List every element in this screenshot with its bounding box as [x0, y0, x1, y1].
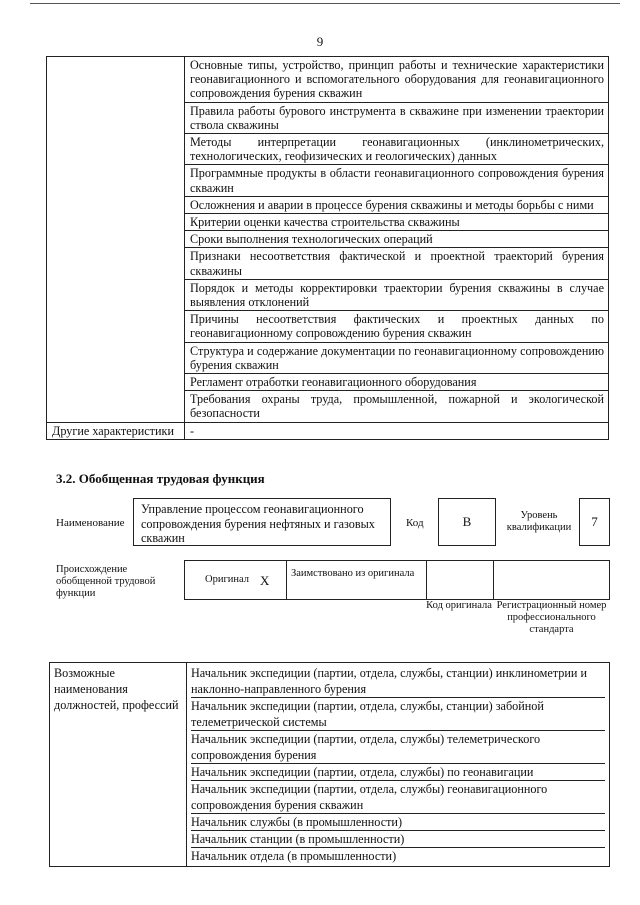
- knowledge-item: Причины несоответствия фактических и проектных данных по геонавигационному сопровождению бурения скважин: [185, 311, 609, 342]
- position-item: Начальник экспедиции (партии, отдела, службы) геонавигационного сопровождения бурения скважин: [191, 781, 605, 814]
- knowledge-item: Сроки выполнения технологических операций: [185, 231, 609, 248]
- top-rule: [30, 3, 620, 4]
- knowledge-item: Порядок и методы корректировки траектории бурения скважины в случае выявления отклонений: [185, 279, 609, 310]
- function-name-box: Управление процессом геонавигационного сопровождения бурения нефтяных и газовых скважин: [133, 498, 391, 546]
- section-title: 3.2. Обобщенная трудовая функция: [56, 471, 265, 486]
- knowledge-table: [46, 56, 609, 440]
- table-row: [47, 422, 609, 439]
- position-item: Начальник экспедиции (партии, отдела, службы, станции) инклинометрии и наклонно-направленного бурения: [191, 665, 605, 698]
- code-value-box: B: [438, 498, 496, 546]
- position-item: Начальник экспедиции (партии, отдела, службы) по геонавигации: [191, 764, 605, 781]
- page-number: 9: [316, 34, 324, 49]
- code-original-caption: Код оригинала: [426, 600, 492, 611]
- knowledge-item: Регламент отработки геонавигационного оборудования: [185, 374, 609, 391]
- empty-label-cell: [47, 57, 185, 423]
- position-item: Начальник экспедиции (партии, отдела, службы) телеметрического сопровождения бурения: [191, 731, 605, 764]
- knowledge-item: Программные продукты в области геонавигационного сопровождения бурения скважин: [185, 165, 609, 196]
- divider: [426, 561, 427, 599]
- position-item: Начальник отдела (в промышленности): [191, 849, 397, 863]
- knowledge-item: Требования охраны труда, промышленной, пожарной и экологической безопасности: [185, 391, 609, 422]
- other-characteristics-label: Другие характеристики: [47, 422, 185, 439]
- knowledge-item: Структура и содержание документации по геонавигационному сопровождению бурения скважин: [185, 342, 609, 373]
- divider: [493, 561, 494, 599]
- knowledge-item: Методы интерпретации геонавигационных (инклинометрических, технологических, геофизических и геологических) данных: [185, 134, 609, 165]
- knowledge-item: Правила работы бурового инструмента в скважине при изменении траектории ствола скважины: [185, 102, 609, 133]
- position-item: Начальник службы (в промышленности): [191, 814, 605, 831]
- original-mark: X: [260, 573, 270, 588]
- borrowed-label: Заимствовано из оригинала: [291, 568, 415, 579]
- knowledge-item: Признаки несоответствия фактической и проектной траекторий бурения скважины: [185, 248, 609, 279]
- positions-table: [49, 662, 610, 867]
- table-row: [47, 57, 609, 103]
- level-label: Уровень квалификации: [506, 510, 572, 533]
- table-row: [50, 663, 610, 867]
- original-label: Оригинал: [205, 574, 249, 585]
- code-label: Код: [406, 517, 424, 529]
- position-item: Начальник экспедиции (партии, отдела, службы, станции) забойной телеметрической системы: [191, 698, 605, 731]
- divider: [286, 561, 287, 599]
- knowledge-item: Критерии оценки качества строительства скважины: [185, 214, 609, 231]
- origin-label: Происхождение обобщенной трудовой функции: [56, 564, 156, 599]
- position-item: Начальник станции (в промышленности): [191, 831, 605, 848]
- knowledge-item: Основные типы, устройство, принцип работы и технические характеристики геонавигационного и вспомогательного оборудования для геонавигационного сопровождения бурения скважин: [185, 57, 609, 103]
- other-characteristics-value: -: [185, 422, 609, 439]
- level-value-box: 7: [579, 498, 610, 546]
- registration-number-caption: Регистрационный номер профессионального стандарта: [496, 600, 607, 635]
- name-label: Наименование: [56, 517, 125, 529]
- origin-box: [184, 560, 610, 600]
- positions-list: [187, 663, 610, 867]
- positions-label: Возможные наименования должностей, профессий: [50, 663, 187, 867]
- knowledge-item: Осложнения и аварии в процессе бурения скважины и методы борьбы с ними: [185, 196, 609, 213]
